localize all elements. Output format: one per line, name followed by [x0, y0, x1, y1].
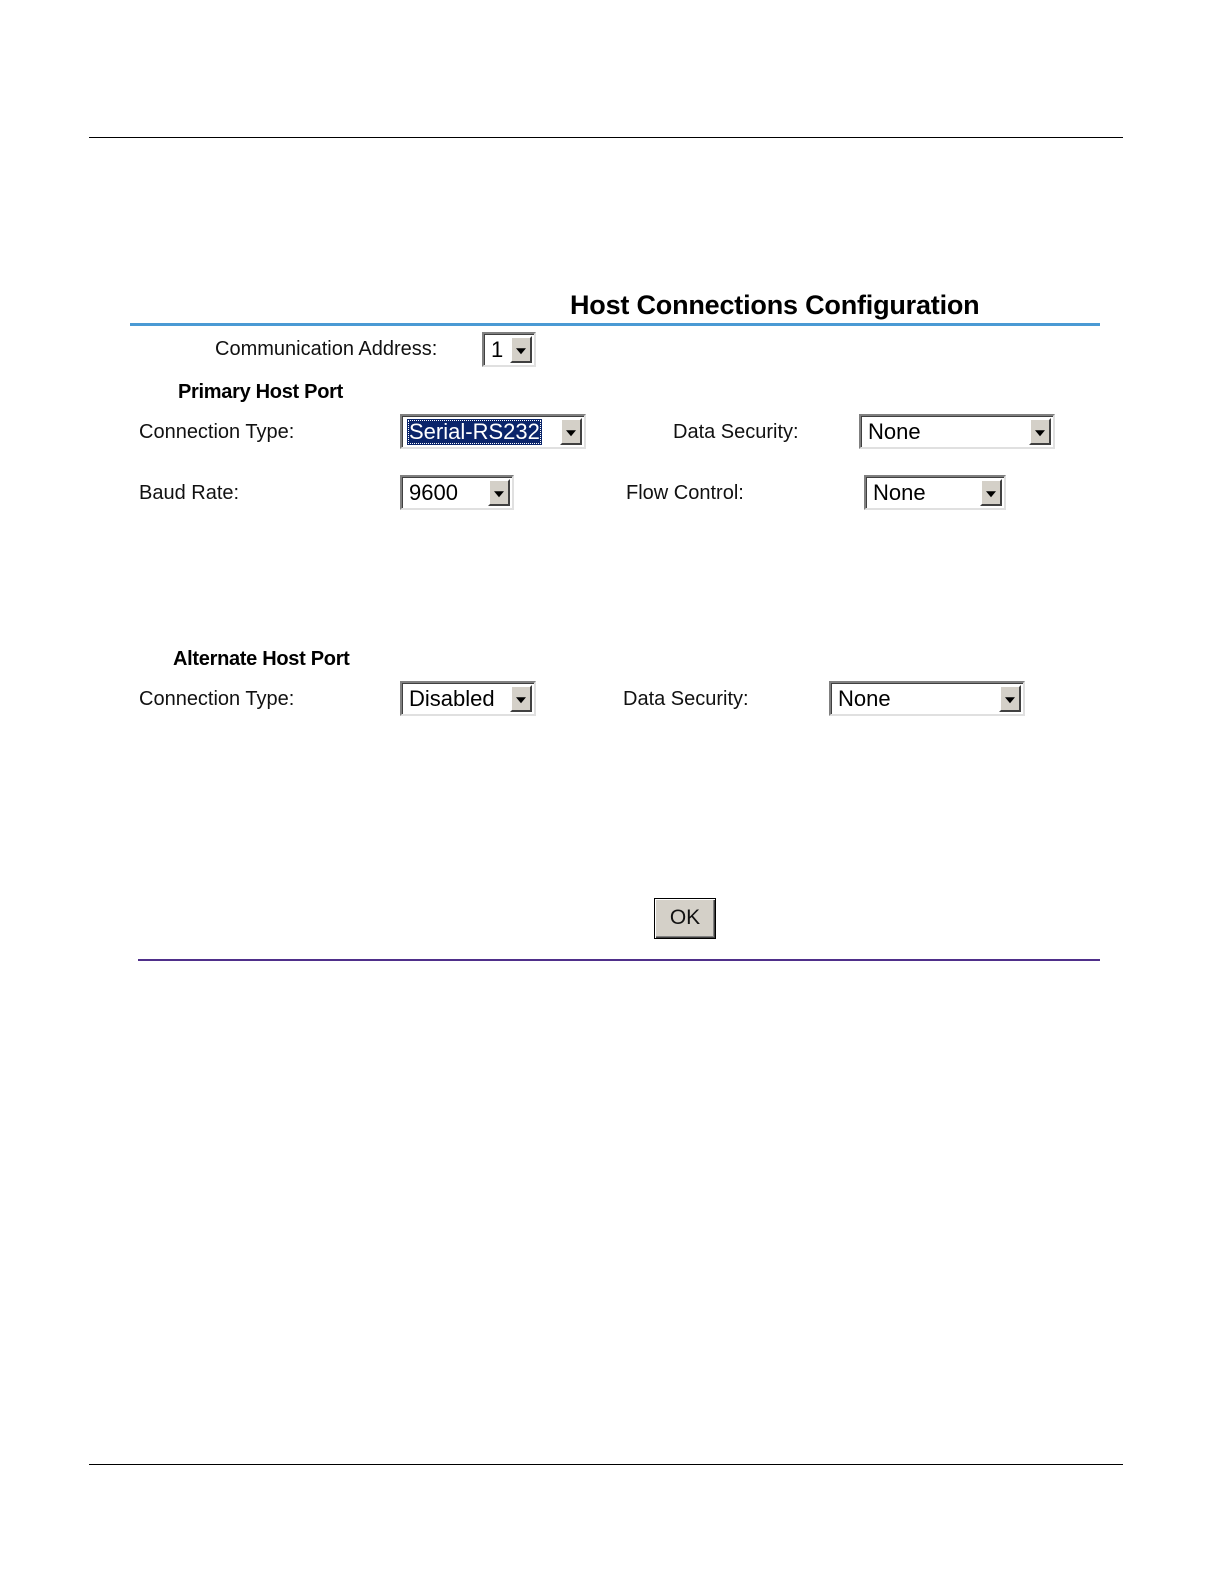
chevron-down-icon[interactable]	[560, 418, 582, 445]
primary-host-port-heading: Primary Host Port	[178, 381, 343, 403]
title-divider	[130, 323, 1100, 326]
flow-control-value: None	[873, 479, 926, 505]
alternate-host-port-heading: Alternate Host Port	[173, 648, 350, 670]
chevron-down-icon[interactable]	[488, 479, 510, 506]
alternate-connection-type-label: Connection Type:	[139, 688, 295, 710]
primary-data-security-label: Data Security:	[673, 421, 799, 443]
baud-rate-label: Baud Rate:	[139, 482, 240, 504]
page-title: Host Connections Configuration	[570, 290, 980, 320]
baud-rate-value: 9600	[409, 479, 458, 505]
primary-data-security-value: None	[868, 418, 921, 444]
form-bottom-divider	[138, 959, 1100, 961]
chevron-down-icon[interactable]	[510, 685, 532, 712]
alternate-data-security-label: Data Security:	[623, 688, 749, 710]
chevron-down-icon[interactable]	[510, 336, 532, 363]
baud-rate-select[interactable]	[400, 475, 514, 510]
chevron-down-icon[interactable]	[999, 685, 1021, 712]
primary-connection-type-label: Connection Type:	[139, 421, 295, 443]
chevron-down-icon[interactable]	[980, 479, 1002, 506]
chevron-down-icon[interactable]	[1029, 418, 1051, 445]
page-footer-rule	[89, 1464, 1123, 1465]
alternate-connection-type-value: Disabled	[409, 685, 495, 711]
primary-connection-type-select[interactable]	[400, 414, 586, 449]
alternate-data-security-select[interactable]	[829, 681, 1025, 716]
communication-address-label: Communication Address:	[215, 338, 438, 360]
page-header-rule	[89, 137, 1123, 138]
flow-control-label: Flow Control:	[626, 482, 744, 504]
primary-data-security-select[interactable]	[859, 414, 1055, 449]
alternate-data-security-value: None	[838, 685, 891, 711]
ok-button[interactable]: OK	[654, 898, 716, 939]
communication-address-select[interactable]	[482, 332, 536, 367]
communication-address-value: 1	[491, 336, 504, 362]
primary-connection-type-value: Serial-RS232	[409, 418, 540, 444]
alternate-connection-type-select[interactable]	[400, 681, 536, 716]
flow-control-select[interactable]	[864, 475, 1006, 510]
